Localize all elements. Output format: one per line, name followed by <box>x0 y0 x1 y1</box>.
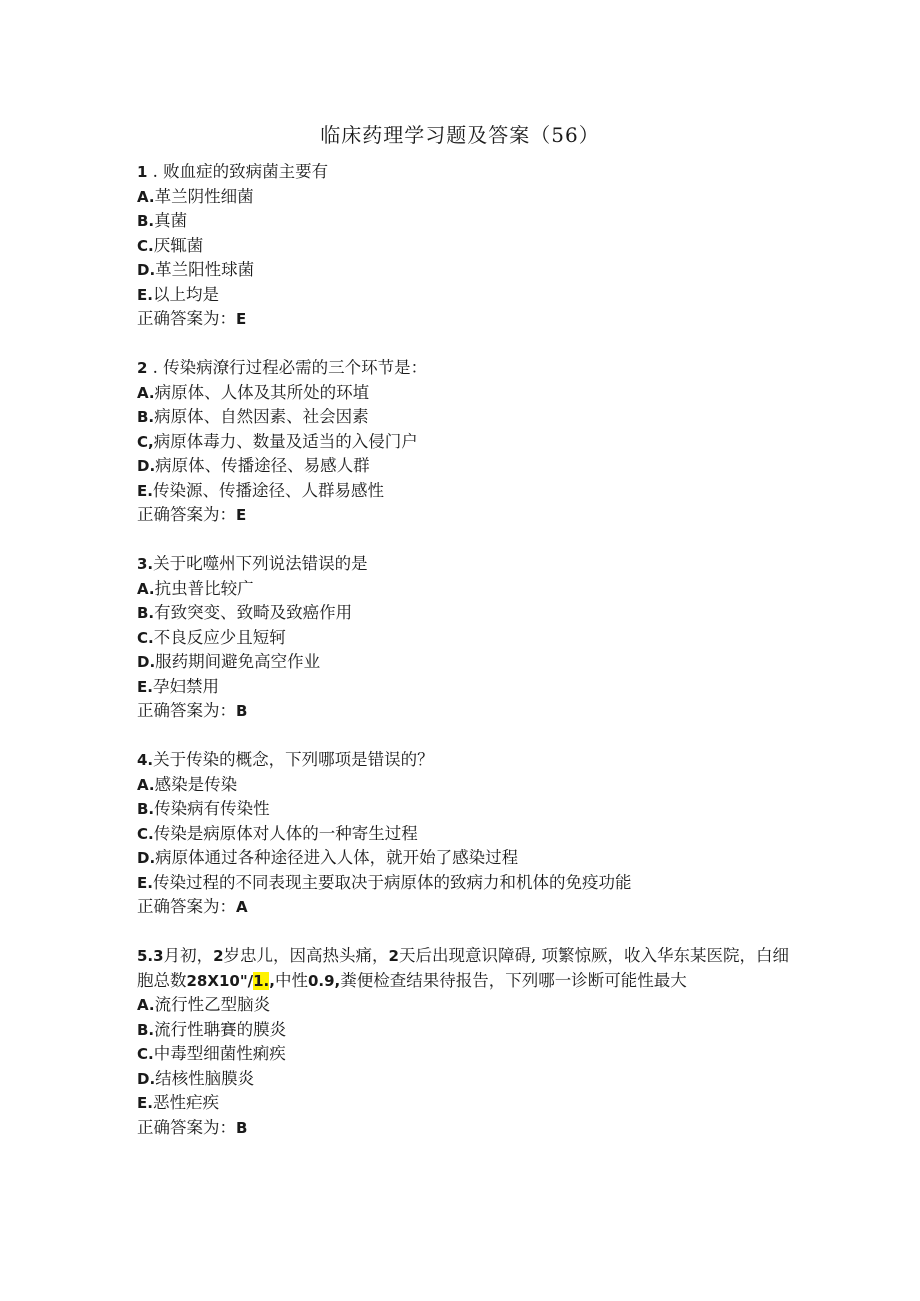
option-label: C. <box>137 236 154 255</box>
option-text: 厌辄菌 <box>153 235 204 255</box>
answer-value: B <box>236 1118 248 1137</box>
option-d <box>137 454 797 479</box>
answer-value: E <box>236 506 247 524</box>
question-5 <box>137 944 797 1140</box>
option-label: B. <box>137 1020 155 1039</box>
question-stem <box>137 552 797 577</box>
option-label: A. <box>137 996 155 1014</box>
question-3 <box>137 552 797 724</box>
option-label: A. <box>137 187 155 206</box>
option-label: C, <box>137 432 154 451</box>
answer-value: A <box>236 898 248 916</box>
question-stem <box>137 748 797 773</box>
option-text: 结核性脑膜炎 <box>155 1068 255 1088</box>
stem-part: 3 <box>153 947 164 965</box>
option-text: 以上均是 <box>152 284 219 304</box>
option-label: D. <box>137 1069 156 1088</box>
option-text: 病原体通过各种途径进入人体，就开始了感染过程 <box>155 848 519 867</box>
answer-label: 正确答案为： <box>137 701 236 720</box>
option-e <box>137 283 797 308</box>
question-text: 关于传染的概念，下列哪项是错误的？ <box>153 750 434 769</box>
option-text: 传染源、传播途径、人群易感性 <box>152 480 384 500</box>
option-label: D. <box>137 457 156 475</box>
option-text: 有致突变、致畸及致癌作用 <box>154 603 353 622</box>
option-e <box>137 675 797 700</box>
question-1 <box>137 160 797 332</box>
question-text: . 传染病潦行过程必需的三个环节是： <box>147 358 428 377</box>
option-label: D. <box>137 849 156 867</box>
option-label: B. <box>137 800 155 818</box>
option-text: 真菌 <box>154 211 188 230</box>
question-stem <box>137 944 797 993</box>
option-text: 流行性聃賽的膜炎 <box>154 1019 287 1039</box>
option-text: 传染是病原体对人体的一种寄生过程 <box>153 823 418 843</box>
option-label: B. <box>137 408 155 426</box>
answer-value: E <box>236 310 247 328</box>
answer-line <box>137 307 797 332</box>
option-c <box>137 234 797 259</box>
option-text: 传染过程的不同表现主要取决于病原体的致病力和机体的免疫功能 <box>152 872 632 892</box>
answer-label: 正确答案为： <box>137 505 236 524</box>
option-c <box>137 430 797 455</box>
option-text: 病原体毒力、数量及适当的入侵门户 <box>153 431 418 451</box>
question-text: . 败血症的致病菌主要有 <box>147 162 329 181</box>
option-a <box>137 381 797 406</box>
option-label: E. <box>137 1094 153 1112</box>
answer-label: 正确答案为： <box>137 1117 236 1137</box>
stem-part: 天后出现意识障碍, 项繁惊厥，收入华东某医院，白细胞总数 <box>137 946 789 990</box>
option-d <box>137 1067 797 1092</box>
option-d <box>137 846 797 871</box>
stem-part: 粪便检查结果待报告，下列哪一诊断可能性最大 <box>340 970 687 990</box>
option-label: C. <box>137 824 154 843</box>
option-label: B. <box>137 604 155 622</box>
question-2 <box>137 356 797 528</box>
option-label: B. <box>137 212 155 230</box>
question-list <box>137 160 797 1165</box>
option-label: D. <box>137 261 156 279</box>
highlighted-stem-part: 1. <box>253 971 270 990</box>
question-number: 1 <box>137 163 148 181</box>
option-b <box>137 797 797 822</box>
answer-line <box>137 503 797 528</box>
option-a <box>137 773 797 798</box>
stem-part: 月初， <box>163 946 214 965</box>
stem-part: 28X10"/ <box>186 971 254 990</box>
answer-value: B <box>236 702 248 720</box>
option-text: 病原体、人体及其所处的环埴 <box>154 382 370 402</box>
option-a <box>137 993 797 1018</box>
option-text: 传染病有传染性 <box>154 799 270 818</box>
option-e <box>137 1091 797 1116</box>
option-a <box>137 577 797 602</box>
question-text: 关于叱噬州下列说法错误的是 <box>153 554 368 573</box>
option-label: D. <box>137 653 156 671</box>
question-number: 3. <box>137 555 154 573</box>
option-text: 抗虫普比较广 <box>154 578 254 598</box>
stem-part: 中性 <box>274 970 308 990</box>
option-text: 服药期间避免高空作业 <box>155 652 321 671</box>
option-b <box>137 1018 797 1043</box>
option-c <box>137 1042 797 1067</box>
stem-part: , <box>269 971 275 990</box>
option-text: 流行性乙型脑炎 <box>154 995 271 1014</box>
option-label: C. <box>137 1045 154 1063</box>
stem-part: 2 <box>388 947 399 965</box>
option-e <box>137 871 797 896</box>
option-text: 病原体、自然因素、社会因素 <box>154 407 369 426</box>
option-b <box>137 601 797 626</box>
stem-part: 2 <box>213 947 224 965</box>
question-stem <box>137 160 797 185</box>
option-text: 恶性疟疾 <box>152 1093 219 1112</box>
option-label: C. <box>137 628 154 647</box>
question-number: 4. <box>137 751 154 769</box>
option-label: E. <box>137 873 153 892</box>
option-text: 病原体、传播途径、易感人群 <box>155 456 370 475</box>
question-number: 5. <box>137 947 154 965</box>
option-b <box>137 209 797 234</box>
option-a <box>137 185 797 210</box>
option-text: 不良反应少且短轲 <box>153 627 286 647</box>
stem-part: 岁忠儿，因高热头痛， <box>223 946 389 965</box>
question-stem <box>137 356 797 381</box>
option-label: E. <box>137 285 153 304</box>
option-c <box>137 822 797 847</box>
option-text: 革兰阳性球菌 <box>155 260 255 279</box>
option-d <box>137 258 797 283</box>
question-number: 2 <box>137 359 148 377</box>
answer-label: 正确答案为： <box>137 897 236 916</box>
option-b <box>137 405 797 430</box>
option-d <box>137 650 797 675</box>
stem-part: 0.9, <box>307 971 341 990</box>
answer-label: 正确答案为： <box>137 309 236 328</box>
answer-line <box>137 1116 797 1141</box>
answer-line <box>137 895 797 920</box>
option-c <box>137 626 797 651</box>
option-label: A. <box>137 579 155 598</box>
option-text: 中毒型细菌性痢疾 <box>153 1044 286 1063</box>
option-text: 孕妇禁用 <box>152 676 219 696</box>
option-text: 革兰阴性细菌 <box>154 186 254 206</box>
option-label: E. <box>137 677 153 696</box>
question-4 <box>137 748 797 920</box>
option-text: 感染是传染 <box>154 774 238 794</box>
document-title: 临床药理学习题及答案（56） <box>320 123 600 147</box>
option-label: A. <box>137 383 155 402</box>
option-label: A. <box>137 775 155 794</box>
option-label: E. <box>137 481 153 500</box>
option-e <box>137 479 797 504</box>
answer-line <box>137 699 797 724</box>
